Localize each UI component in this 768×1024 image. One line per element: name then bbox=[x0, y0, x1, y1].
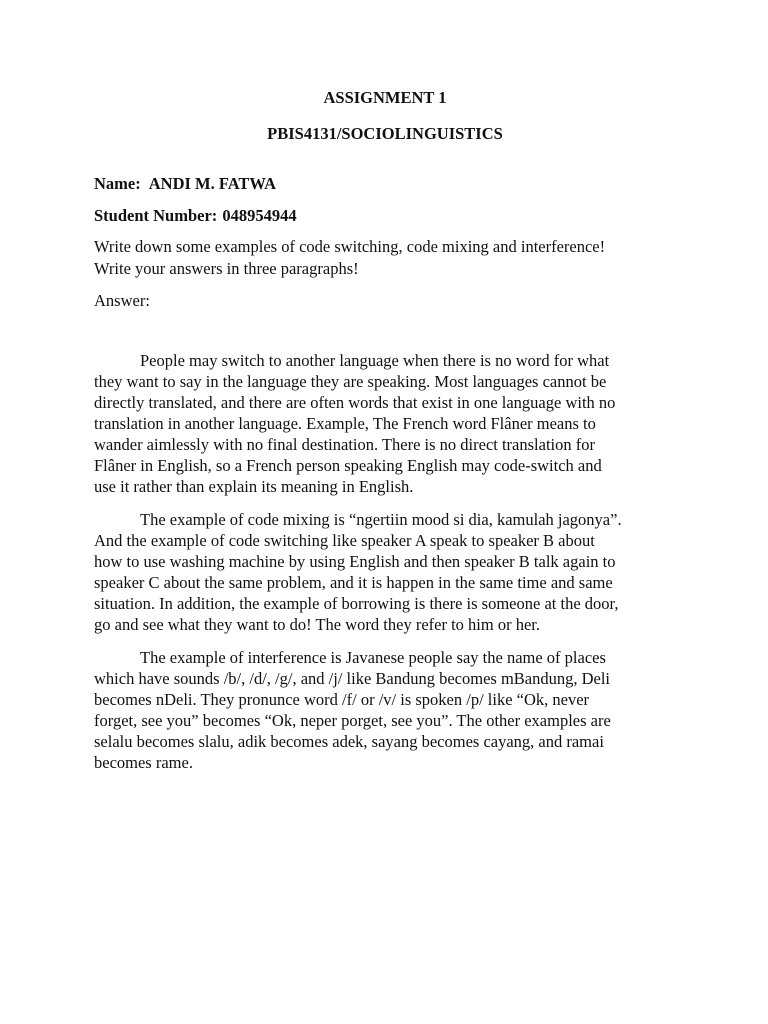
student-number-label: Student Number: bbox=[94, 206, 218, 225]
assignment-title: ASSIGNMENT 1 bbox=[323, 88, 447, 107]
paragraph-line: becomes rame. bbox=[94, 753, 193, 772]
paragraph-line: use it rather than explain its meaning in English. bbox=[94, 477, 414, 496]
paragraph-line: wander aimlessly with no final destination. There is no direct translation for bbox=[94, 435, 595, 454]
paragraph-line: go and see what they want to do! The word they refer to him or her. bbox=[94, 615, 540, 634]
paragraph-line: they want to say in the language they are speaking. Most languages cannot be bbox=[94, 372, 607, 391]
paragraph-line: The example of interference is Javanese people say the name of places bbox=[140, 648, 606, 667]
course-code: PBIS4131/SOCIOLINGUISTICS bbox=[267, 124, 503, 143]
paragraph-line: People may switch to another language when there is no word for what bbox=[140, 351, 610, 370]
answer-label: Answer: bbox=[94, 291, 150, 310]
instruction-line: Write down some examples of code switching, code mixing and interference! bbox=[94, 237, 606, 256]
paragraph-line: which have sounds /b/, /d/, /g/, and /j/ like Bandung becomes mBandung, Deli bbox=[94, 669, 611, 688]
paragraph-3 bbox=[94, 647, 676, 773]
student-number-value: 048954944 bbox=[222, 206, 297, 225]
paragraph-line: The example of code mixing is “ngertiin mood si dia, kamulah jagonya”. bbox=[140, 510, 622, 529]
paragraph-line: speaker C about the same problem, and it is happen in the same time and same bbox=[94, 573, 613, 592]
instruction-line: Write your answers in three paragraphs! bbox=[94, 259, 359, 278]
paragraph-line: directly translated, and there are often words that exist in one language with no bbox=[94, 393, 616, 412]
paragraph-1 bbox=[94, 350, 676, 497]
paragraph-line: translation in another language. Example, The French word Flâner means to bbox=[94, 414, 596, 433]
paragraph-line: how to use washing machine by using English and then speaker B talk again to bbox=[94, 552, 616, 571]
paragraph-line: situation. In addition, the example of borrowing is there is someone at the door, bbox=[94, 594, 619, 613]
name-value: ANDI M. FATWA bbox=[148, 174, 276, 193]
name-label: Name: bbox=[94, 174, 141, 193]
instructions bbox=[94, 236, 676, 280]
paragraph-line: selalu becomes slalu, adik becomes adek, sayang becomes cayang, and ramai bbox=[94, 732, 604, 751]
paragraph-line: And the example of code switching like speaker A speak to speaker B about bbox=[94, 531, 595, 550]
paragraph-2 bbox=[94, 509, 676, 635]
paragraph-line: becomes nDeli. They pronunce word /f/ or /v/ is spoken /p/ like “Ok, never bbox=[94, 690, 590, 709]
paragraph-line: Flâner in English, so a French person speaking English may code-switch and bbox=[94, 456, 602, 475]
student-number-field bbox=[94, 206, 676, 226]
name-field bbox=[94, 174, 676, 194]
paragraph-line: forget, see you” becomes “Ok, neper porget, see you”. The other examples are bbox=[94, 711, 611, 730]
